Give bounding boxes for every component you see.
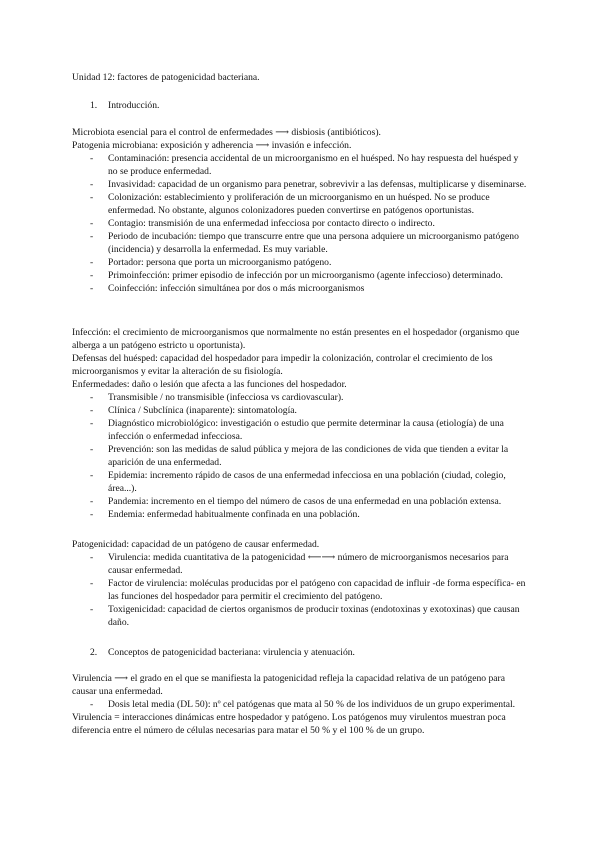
paragraph: Virulencia ⟶ el grado en el que se manifiesta la patogenicidad refleja la capacidad relativa de un patógeno para causar una enfermedad. — [72, 673, 505, 697]
section-title: Conceptos de patogenicidad bacteriana: virulencia y atenuación. — [108, 647, 355, 658]
list-item: - Colonización: establecimiento y proliferación de un microorganismo en un huésped. No se produce enfermedad. No obstante, algunos colonizadores pueden convertirse en patógenos oportunistas. — [90, 192, 490, 216]
unit-title: Unidad 12: factores de patogenicidad bacteriana. — [72, 72, 260, 83]
intro-block — [72, 126, 528, 295]
section-number: 1. — [90, 100, 98, 111]
list-item: - Clínica / Subclínica (inaparente): sintomatología. — [90, 405, 297, 416]
list-item: - Transmisible / no transmisible (infecciosa vs cardiovascular). — [90, 392, 344, 403]
intro-line: Microbiota esencial para el control de enfermedades ⟶ disbiosis (antibióticos). — [72, 127, 381, 138]
list-item: - Epidemia: incremento rápido de casos de una enfermedad infecciosa en una población (ciudad, colegio, área...). — [90, 470, 506, 494]
list-item: - Virulencia: medida cuantitativa de la patogenicidad ⟵⟶ número de microorganismos necesarios para causar enfermedad. — [90, 552, 509, 576]
paragraph: Virulencia = interacciones dinámicas entre hospedador y patógeno. Los patógenos muy virulentos muestran poca diferencia entre el número de células necesarias para matar el 50 % y el 100 % de un grupo. — [72, 712, 506, 736]
paragraph: Defensas del huésped: capacidad del hospedador para impedir la colonización, controlar el crecimiento de los microorganismos y evitar la alteración de su fisiología. — [72, 353, 493, 377]
pathogenicity-list — [72, 551, 528, 629]
list-item: - Portador: persona que porta un microorganismo patógeno. — [90, 257, 332, 268]
section-title: Introducción. — [108, 100, 160, 111]
paragraph: Enfermedades: daño o lesión que afecta a las funciones del hospedador. — [72, 379, 347, 390]
paragraph: Patogenicidad: capacidad de un patógeno de causar enfermedad. — [72, 539, 320, 550]
list-item: - Contaminación: presencia accidental de un microorganismo en el huésped. No hay respuesta del huésped y no se produce enfermedad. — [90, 153, 519, 177]
section-number: 2. — [90, 647, 98, 658]
list-item: - Diagnóstico microbiológico: investigación o estudio que permite determinar la causa (etiología) de una infección o enfermedad infecciosa. — [90, 418, 504, 442]
diseases-list — [72, 391, 528, 521]
list-item: - Primoinfección: primer episodio de infección por un microorganismo (agente infeccioso) determinado. — [90, 270, 503, 281]
list-item: - Invasividad: capacidad de un organismo para penetrar, sobrevivir a las defensas, multiplicarse y diseminarse. — [90, 179, 527, 190]
list-item: - Contagio: transmisión de una enfermedad infecciosa por contacto directo o indirecto. — [90, 218, 435, 229]
pathogenicity-block — [72, 538, 528, 629]
list-item: - Prevención: son las medidas de salud pública y mejora de las condiciones de vida que tienden a evitar la aparición de una enfermedad. — [90, 444, 509, 468]
list-item: - Endemia: enfermedad habitualmente confinada en una población. — [90, 509, 360, 520]
list-item: - Pandemia: incremento en el tiempo del número de casos de una enfermedad en una población extensa. — [90, 496, 502, 507]
virulence-list — [72, 698, 528, 711]
list-item: - Toxigenicidad: capacidad de ciertos organismos de producir toxinas (endotoxinas y exotoxinas) que causan daño. — [90, 604, 520, 628]
paragraph: Infección: el crecimiento de microorganismos que normalmente no están presentes en el hospedador (organismo que alberga a un patógeno estricto u oportunista). — [72, 327, 520, 351]
list-item: - Periodo de incubación: tiempo que transcurre entre que una persona adquiere un microorganismo patógeno (incidencia) y desarrolla la enfermedad. Es muy variable. — [90, 231, 519, 255]
list-item: - Factor de virulencia: moléculas producidas por el patógeno con capacidad de influir -de forma específica- en las funciones del hospedador para permitir el crecimiento del patógeno. — [90, 578, 526, 602]
intro-line: Patogenia microbiana: exposición y adherencia ⟶ invasión e infección. — [72, 140, 352, 151]
virulence-block — [72, 672, 528, 737]
diseases-block — [72, 326, 528, 521]
list-item: - Coinfección: infección simultánea por dos o más microorganismos — [90, 283, 365, 294]
definitions-list — [72, 152, 528, 295]
list-item: - Dosis letal media (DL 50): nº cel patógenas que mata al 50 % de los individuos de un grupo experimental. — [90, 699, 516, 710]
